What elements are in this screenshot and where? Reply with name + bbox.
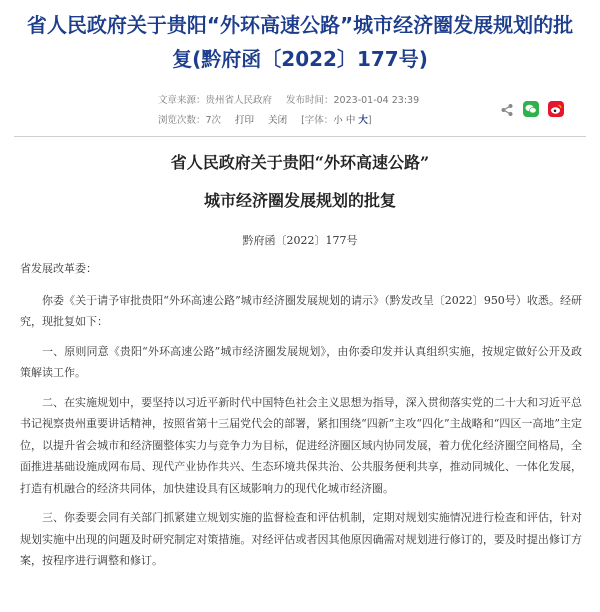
doc-title-line1: 省人民政府关于贵阳“外环高速公路” [170, 153, 430, 172]
document-heading [0, 150, 600, 248]
article-title: 省人民政府关于贵阳“外环高速公路”城市经济圈发展规划的批复(黔府函〔2022〕177号) [26, 13, 574, 71]
paragraph-3: 二、在实施规划中，要坚持以习近平新时代中国特色社会主义思想为指导，深入贯彻落实党的二十大和习近平总书记视察贵州重要讲话精神，按照省第十三届党代会的部署，紧扣围绕“四新”主攻“四化”主战略和“四区一高地”主定位，以提升省会城市和经济圈整体实力与竞争力为目标，促进经济圈区域内协同发展，着力优化经济圈空间格局，全面推进基础设施成网布局、现代产业协作共兴、生态环境共保共治、公共服务便利共享，推动同城化、一体化发展，打造有机融合的经济共同体，加快建设具有区域影响力的现代化城市经济圈。 [20, 395, 582, 495]
font-medium-link[interactable]: 中 [345, 115, 356, 126]
font-small-link[interactable]: 小 [333, 115, 343, 126]
salutation: 省发展改革委： [20, 262, 97, 275]
font-large-link[interactable]: 大 [358, 115, 368, 126]
paragraph-4: 三、你委要会同有关部门抓紧建立规划实施的监督检查和评估机制，定期对规划实施情况进行检查和评估，针对规划实施中出现的问题及时研究制定对策措施。对经评估或者因其他原因确需对规划进行修订的，要及时提出修订方案，按程序进行调整和修订。 [20, 511, 582, 567]
font-size-suffix: ] [367, 115, 372, 126]
paragraph-1: 你委《关于请予审批贵阳“外环高速公路”城市经济圈发展规划的请示》（黔发改呈〔2022〕950号）收悉。经研究，现批复如下： [20, 293, 582, 328]
doc-title-line2: 城市经济圈发展规划的批复 [203, 191, 396, 210]
close-link[interactable]: 关闭 [268, 115, 288, 126]
print-link[interactable]: 打印 [235, 115, 255, 126]
view-count: 浏览次数：7次 [158, 115, 222, 126]
weibo-icon[interactable] [548, 101, 564, 117]
document-body [20, 258, 582, 580]
share-bar [500, 98, 568, 117]
doc-number: 黔府函〔2022〕177号 [242, 234, 358, 247]
meta-row-tools [158, 112, 372, 126]
wechat-icon[interactable] [523, 101, 539, 117]
paragraph-2: 一、原则同意《贵阳“外环高速公路”城市经济圈发展规划》，由你委印发并认真组织实施，按规定做好公开及政策解读工作。 [20, 344, 582, 379]
meta-row-source [158, 92, 419, 106]
share-icon[interactable] [500, 102, 514, 116]
font-size-prefix: [字体： [301, 115, 334, 126]
article-meta [0, 88, 600, 128]
source-text: 文章来源：贵州省人民政府 [158, 95, 273, 106]
publish-time: 发布时间：2023-01-04 23:39 [286, 95, 420, 106]
header-divider [14, 136, 586, 137]
